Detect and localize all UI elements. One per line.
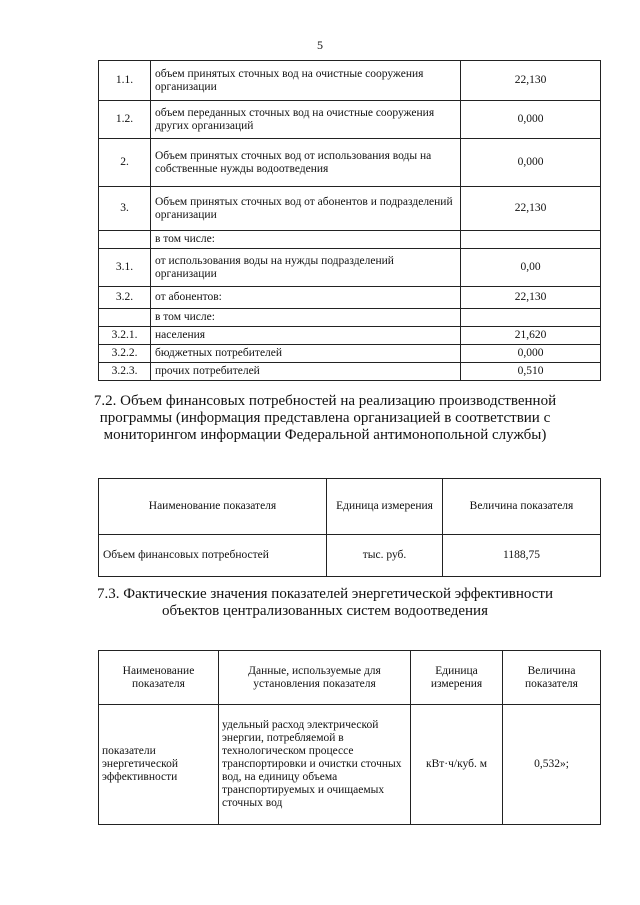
header-value: Величина показателя [503, 651, 601, 705]
page-number: 5 [317, 38, 323, 52]
row-number-cell: 2. [99, 139, 151, 187]
row-number-cell [99, 309, 151, 327]
row-number-cell: 3.2.2. [99, 345, 151, 363]
table-row [99, 345, 601, 363]
indicator-name-cell: показатели энергетической эффективности [99, 705, 219, 825]
row-label-cell: в том числе: [151, 231, 461, 249]
row-number-cell: 3.2. [99, 287, 151, 309]
unit-cell: кВт·ч/куб. м [411, 705, 503, 825]
source-data-cell: удельный расход электрической энергии, потребляемой в технологическом процессе транспортировки и очистки сточных вод, на единицу объема транспортируемых и очищаемых сточных вод [219, 705, 411, 825]
row-label-cell: объем принятых сточных вод на очистные сооружения организации [151, 61, 461, 101]
table-row [99, 705, 601, 825]
row-value-cell: 0,000 [461, 345, 601, 363]
table-row [99, 231, 601, 249]
table-row [99, 535, 601, 577]
row-number-cell: 3. [99, 187, 151, 231]
row-number-cell: 3.2.3. [99, 363, 151, 381]
table-row [99, 187, 601, 231]
table-row [99, 309, 601, 327]
header-unit: Единица измерения [327, 479, 443, 535]
row-number-cell: 3.1. [99, 249, 151, 287]
row-value-cell: 22,130 [461, 287, 601, 309]
table-header-row [99, 651, 601, 705]
value-cell: 0,532»; [503, 705, 601, 825]
header-indicator-name: Наименование показателя [99, 651, 219, 705]
header-unit: Единица измерения [411, 651, 503, 705]
section-7-2-heading: 7.2. Объем финансовых потребностей на реализацию производственной программы (информация представлена организацией в соответствии с мониторингом информации Федеральной антимонопольной службы) [93, 393, 557, 443]
row-label-cell: Объем принятых сточных вод от абонентов и подразделений организации [151, 187, 461, 231]
row-value-cell: 22,130 [461, 61, 601, 101]
row-number-cell [99, 231, 151, 249]
row-value-cell: 22,130 [461, 187, 601, 231]
value-cell: 1188,75 [443, 535, 601, 577]
row-value-cell: 0,000 [461, 101, 601, 139]
row-value-cell [461, 231, 601, 249]
table-row [99, 363, 601, 381]
section-7-3-heading: 7.3. Фактические значения показателей энергетической эффективности объектов централизованных систем водоотведения [97, 586, 553, 619]
table-row [99, 287, 601, 309]
wastewater-volume-table [98, 60, 601, 381]
table-row [99, 139, 601, 187]
table-header-row [99, 479, 601, 535]
row-value-cell: 21,620 [461, 327, 601, 345]
row-label-cell: объем переданных сточных вод на очистные сооружения других организаций [151, 101, 461, 139]
row-number-cell: 3.2.1. [99, 327, 151, 345]
row-label-cell: населения [151, 327, 461, 345]
table-row [99, 249, 601, 287]
row-label-cell: бюджетных потребителей [151, 345, 461, 363]
table-row [99, 327, 601, 345]
row-number-cell: 1.2. [99, 101, 151, 139]
table-row [99, 101, 601, 139]
financial-needs-table [98, 478, 601, 577]
indicator-name-cell: Объем финансовых потребностей [99, 535, 327, 577]
row-value-cell [461, 309, 601, 327]
unit-cell: тыс. руб. [327, 535, 443, 577]
row-label-cell: Объем принятых сточных вод от использования воды на собственные нужды водоотведения [151, 139, 461, 187]
row-label-cell: в том числе: [151, 309, 461, 327]
row-label-cell: от использования воды на нужды подразделений организации [151, 249, 461, 287]
header-source-data: Данные, используемые для установления показателя [219, 651, 411, 705]
table-row [99, 61, 601, 101]
header-value: Величина показателя [443, 479, 601, 535]
row-label-cell: от абонентов: [151, 287, 461, 309]
row-label-cell: прочих потребителей [151, 363, 461, 381]
row-number-cell: 1.1. [99, 61, 151, 101]
header-indicator-name: Наименование показателя [99, 479, 327, 535]
row-value-cell: 0,00 [461, 249, 601, 287]
row-value-cell: 0,000 [461, 139, 601, 187]
energy-efficiency-table [98, 650, 601, 825]
row-value-cell: 0,510 [461, 363, 601, 381]
